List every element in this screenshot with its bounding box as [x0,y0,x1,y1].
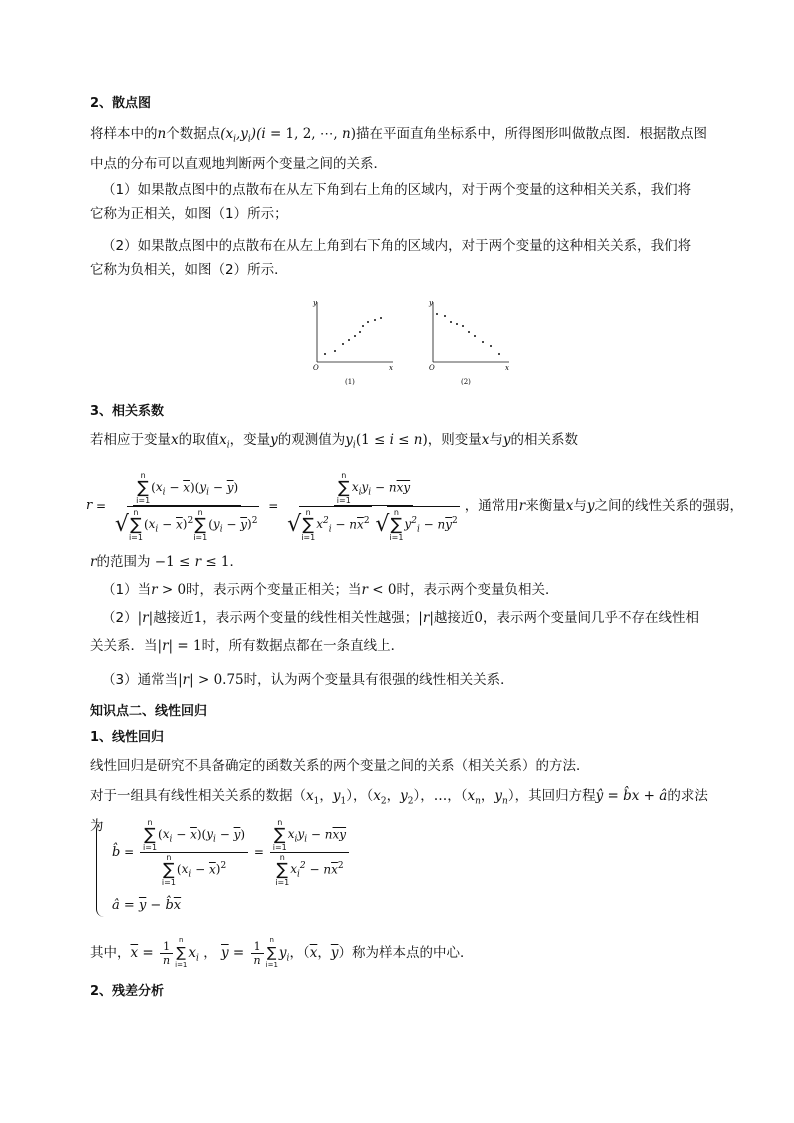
correlation-rule-3: （3）通常当|r| > 0.75时，认为两个变量具有很强的线性相关关系． [102,672,514,688]
section-2-paragraph: 将样本中的n个数据点$(x_i,y_i)(i = 1$, 2, ⋯, n)描在平面直角坐标系中，所得图形叫做散点图．根据散点图 中点的分布可以直观地判断两个变量之间的关系． [90,126,707,172]
scatter-plot-negative [428,299,509,386]
intercept-formula: â = $\overline{y}$ − $b̂\overline{x}$ [112,898,182,913]
svg-text:(2): (2) [461,378,471,386]
correlation-rule-1: （1）当r > 0时，表示两个变量正相关；当r < 0时，表示两个变量负相关． [102,582,559,598]
scatter-plot-positive [312,299,393,386]
correlation-coefficient-formula: r = n ∑ i=1 $(x_i - \overline{x})(y_i - \overline{y})$ √ n ∑ i=1 $(x_i - \overline{x})^2$ n ∑ i=1 $(y_i - \overline{y})^2$ = n ∑ i=1 $x_iy_i - n\overline{xy}$ √ n ∑ i=1 $x^2_i - n\overline{x}^2$ √ n ∑ i=1 $y^2_i - n\overline{y}^2$ ，通常用r来衡量x与y之间的线性关系的强弱， [86,470,743,542]
residual-analysis-title: 2、残差分析 [90,984,165,999]
correlation-range: r的范围为 −1 ≤ r ≤ 1． [90,554,244,570]
scatter-plots-figure [305,296,520,392]
positive-correlation-item: （1）如果散点图中的点散布在从左下角到右上角的区域内，对于两个变量的这种相关关系，我们将 [102,182,692,198]
svg-text:y: y [429,299,433,307]
section-3-intro: 若相应于变量x的取值$x_i$，变量y的观测值为$y_i(1 \le i \le n)$，则变量x与y的相关系数 [90,432,579,451]
svg-text:x: x [505,364,509,372]
svg-text:x: x [389,364,393,372]
linear-regression-title: 1、线性回归 [90,730,165,745]
negative-correlation-item-cont: 它称为负相关，如图（2）所示． [90,262,288,278]
regression-equation-intro: 对于一组具有线性相关关系的数据（$x_1$，$y_1$），（$x_2$，$y_2$），…，（$x_n$，$y_n$），其回归方程ŷ = b̂x + â的求法为 [90,788,708,834]
knowledge-point-2-title: 知识点二、线性回归 [90,704,208,719]
svg-text:(1): (1) [345,378,355,386]
section-3-title: 3、相关系数 [90,404,165,419]
svg-text:O: O [429,364,435,372]
correlation-rule-2: （2）|r|越接近1，表示两个变量的线性相关性越强；|r|越接近0，表示两个变量间几乎不存在线性相 [102,610,699,626]
sample-center-definition: 其中，$\overline{x}$ = $\frac{1}{n}$ n ∑ i=1 $x_i$ ， $\overline{y}$ = $\frac{1}{n}$ n ∑ i=1 $y_i$，（$\overline{x}$，$\overline{y}$）称为样本点的中心． [90,936,474,969]
correlation-rule-2-cont: 关关系．当|r| = 1时，所有数据点都在一条直线上． [90,638,405,654]
negative-correlation-item: （2）如果散点图中的点散布在从左上角到右下角的区域内，对于两个变量的这种相关关系，我们将 [102,238,692,254]
regression-coefficient-formula: b̂ = n ∑ i=1 $(x_i - \overline{x})(y_i - \overline{y})$ n ∑ i=1 $(x_i - \overline{x})^2$ = n ∑ i=1 $x_iy_i - n\overline{xy}$ n ∑ i=1 $x_i^2 - n\overline{x}^2$ [112,822,351,882]
equation-system-brace [96,822,107,917]
svg-text:O: O [313,364,319,372]
svg-text:y: y [313,299,317,307]
linear-regression-definition: 线性回归是研究不具备确定的函数关系的两个变量之间的关系（相关关系）的方法． [90,758,590,774]
section-2-title: 2、散点图 [90,96,152,111]
positive-correlation-item-cont: 它称为正相关，如图（1）所示； [90,206,288,222]
